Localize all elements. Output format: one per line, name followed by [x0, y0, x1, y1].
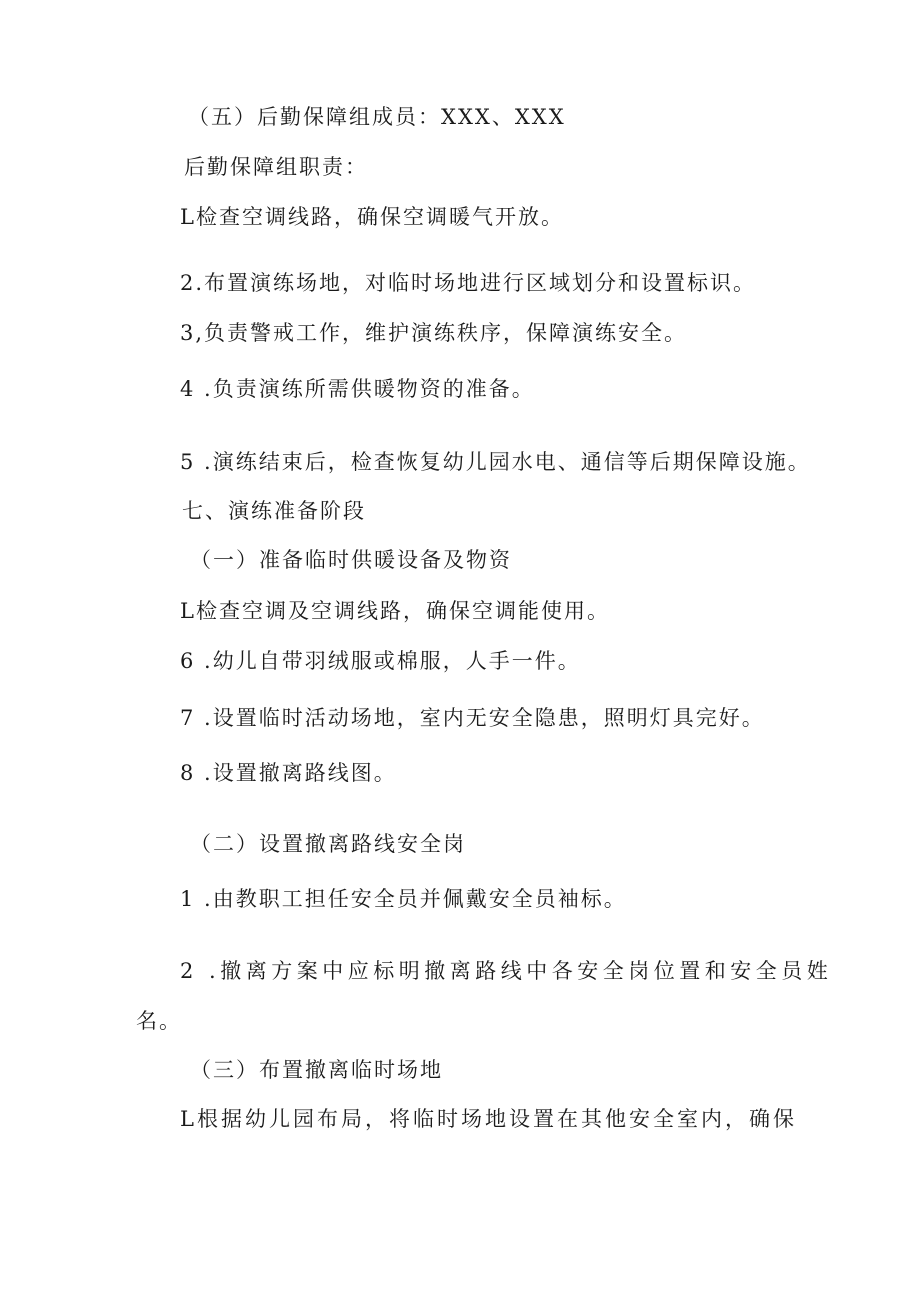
subsection-heading-heating-supplies: （一）准备临时供暖设备及物资: [190, 548, 512, 572]
list-item-duty-2: 2.布置演练场地，对临时场地进行区域划分和设置标识。: [180, 271, 757, 295]
list-item-duty-4: 4 .负责演练所需供暖物资的准备。: [180, 377, 535, 401]
list-item-prep-7: 7 .设置临时活动场地，室内无安全隐患，照明灯具完好。: [180, 706, 765, 730]
section-heading-preparation-stage: 七、演练准备阶段: [182, 499, 366, 523]
subsection-heading-safety-posts: （二）设置撤离路线安全岗: [190, 832, 466, 856]
subsection-heading-temporary-site: （三）布置撤离临时场地: [190, 1058, 443, 1082]
list-item-safety-1: 1 .由教职工担任安全员并佩戴安全员袖标。: [180, 887, 627, 911]
list-item-safety-2-continued: 名。: [136, 1009, 182, 1033]
list-item-duty-1: L检查空调线路，确保空调暖气开放。: [180, 205, 564, 229]
list-item-prep-8: 8 .设置撤离路线图。: [180, 761, 397, 785]
list-item-safety-2: 2 .撤离方案中应标明撤离路线中各安全岗位置和安全员姓: [180, 959, 833, 983]
list-item-site-1: L根据幼儿园布局，将临时场地设置在其他安全室内，确保: [180, 1107, 797, 1131]
paragraph-logistics-duties: 后勤保障组职责：: [184, 155, 368, 179]
list-item-duty-3: 3,负责警戒工作，维护演练秩序，保障演练安全。: [180, 321, 688, 345]
section-heading-logistics-members: （五）后勤保障组成员：XXX、XXX: [188, 105, 566, 129]
list-item-prep-1: L检查空调及空调线路，确保空调能使用。: [180, 599, 610, 623]
list-item-prep-6: 6 .幼儿自带羽绒服或棉服，人手一件。: [180, 649, 581, 673]
list-item-duty-5: 5 .演练结束后，检查恢复幼儿园水电、通信等后期保障设施。: [180, 450, 811, 474]
